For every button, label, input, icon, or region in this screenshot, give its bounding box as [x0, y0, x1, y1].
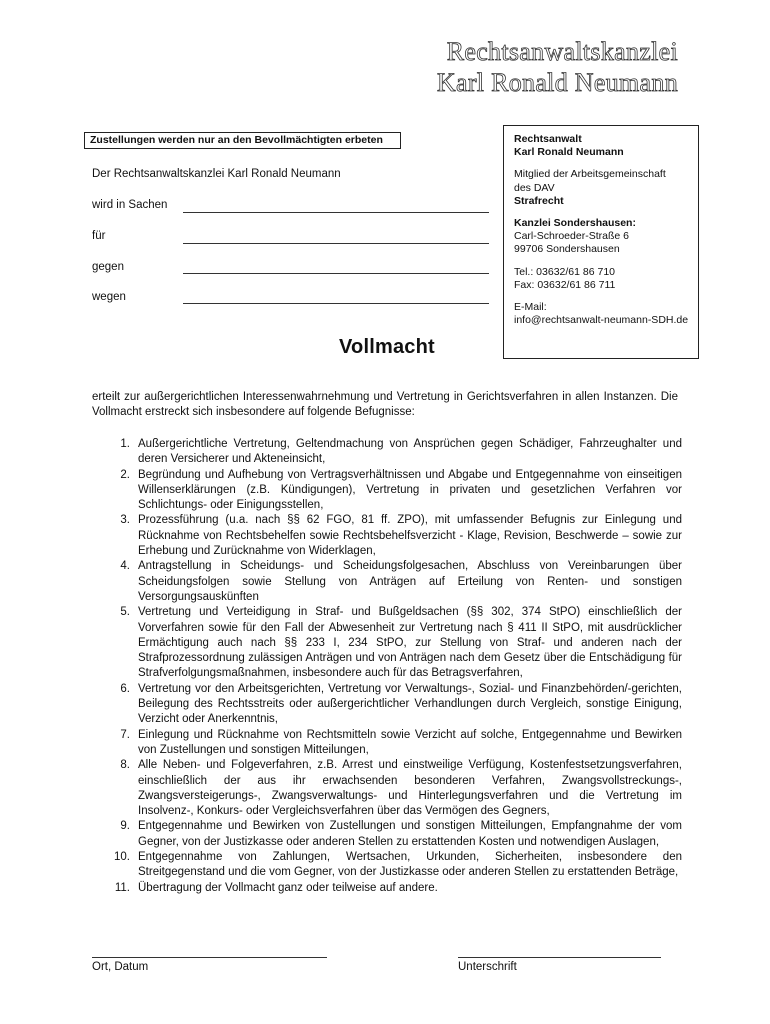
delivery-notice: Zustellungen werden nur an den Bevollmächtigten erbeten: [84, 132, 401, 149]
firm-name-line1: Rechtsanwaltskanzlei: [446, 37, 678, 66]
intro-text: Der Rechtsanwaltskanzlei Karl Ronald Neumann: [92, 168, 341, 180]
membership-line2: des DAV: [514, 181, 555, 194]
field-label-regarding: wegen: [92, 291, 126, 303]
list-item: [92, 437, 682, 468]
lawyer-name: Karl Ronald Neumann: [514, 146, 624, 159]
field-line-regarding[interactable]: [183, 303, 489, 304]
list-item: [92, 881, 682, 896]
list-item: [92, 513, 682, 559]
field-line-against[interactable]: [183, 273, 489, 274]
intro-paragraph: erteilt zur außergerichtlichen Interessenwahrnehmung und Vertretung in Gerichtsverfahren in allen Instanzen. Die Vollmacht erstreckt sich insbesondere auf folgende Befugnisse:: [92, 391, 678, 418]
field-label-against: gegen: [92, 261, 124, 273]
list-item-text: Alle Neben- und Folgeverfahren, z.B. Arrest und einstweilige Verfügung, Kostenfestsetzungsverfahren, einschließlich der aus ihr erwachsenden besonderen Verfahren, Zwangsvollstreckungs-, Zwangsversteigerungs-, Zwangsverwaltungs- und Hinterlegungsverfahren und die Vertretung im Insolvenz-, Konkurs- oder Vergleichsverfahren über das Vermögen des Gegners,: [138, 759, 682, 818]
office-title: Kanzlei Sondershausen:: [514, 217, 636, 230]
field-line-for[interactable]: [183, 243, 489, 244]
place-date-line[interactable]: [92, 957, 327, 958]
list-item-number: 9.: [120, 820, 130, 833]
list-item-text: Entgegennahme von Zahlungen, Wertsachen, Urkunden, Sicherheiten, insbesondere den Streitgegenstand und die vom Gegner, von der Justizkasse oder anderen Stellen zu erstattenden Beträge,: [138, 851, 682, 879]
list-item-number: 1.: [120, 438, 130, 450]
office-street: Carl-Schroeder-Straße 6: [514, 230, 629, 243]
firm-name-line2: Karl Ronald Neumann: [436, 68, 678, 97]
list-item: [92, 850, 682, 881]
list-item: [92, 468, 682, 514]
list-item-text: Vertretung vor den Arbeitsgerichten, Vertretung vor Verwaltungs-, Sozial- und Finanzbehörden/-gerichten, Beilegung des Rechtsstreits oder außergerichtlicher Verhandlungen durch Vergleich, sonstige Einigung, Verzicht oder Anerkenntnis,: [138, 682, 682, 726]
list-item: [92, 559, 682, 605]
phone-number: Tel.: 03632/61 86 710: [514, 265, 616, 278]
list-item-number: 10.: [114, 851, 130, 864]
field-label-for: für: [92, 230, 106, 242]
list-item-number: 8.: [120, 759, 130, 772]
signature-line[interactable]: [458, 957, 661, 958]
powers-list: [92, 437, 682, 896]
list-item-number: 6.: [120, 682, 130, 695]
list-item-number: 2.: [120, 468, 130, 481]
list-item-text: Antragstellung in Scheidungs- und Scheidungsfolgesachen, Abschluss von Vereinbarungen über Scheidungsfolgen sowie Stellung von Anträgen auf Erteilung von Renten- und sonstigen Versorgungsauskünften: [138, 560, 682, 603]
list-item: [92, 819, 682, 850]
list-item: [92, 758, 682, 819]
lawyer-role: Rechtsanwalt: [514, 133, 582, 145]
list-item-number: 11.: [114, 881, 130, 894]
list-item-text: Übertragung der Vollmacht ganz oder teilweise auf andere.: [138, 881, 438, 894]
list-item-number: 3.: [120, 514, 130, 527]
document-title: Vollmacht: [339, 336, 435, 358]
list-item-number: 7.: [120, 728, 130, 741]
fax-number: Fax: 03632/61 86 711: [514, 278, 616, 291]
list-item-text: Entgegennahme und Bewirken von Zustellungen und sonstigen Mitteilungen, Empfangnahme der vom Gegner, von der Justizkasse oder anderen Stellen zu erstattenden Kosten und notwendigen Auslagen,: [138, 820, 682, 848]
field-line-matter[interactable]: [183, 212, 489, 213]
list-item: [92, 728, 682, 759]
signature-label: Unterschrift: [458, 961, 517, 973]
list-item: [92, 605, 682, 681]
list-item-number: 4.: [120, 560, 130, 573]
place-date-label: Ort, Datum: [92, 961, 149, 973]
list-item-number: 5.: [120, 606, 130, 619]
office-city: 99706 Sondershausen: [514, 243, 620, 256]
list-item: [92, 682, 682, 728]
email-label: E-Mail:: [514, 301, 547, 314]
membership-line1: Mitglied der Arbeitsgemeinschaft: [514, 168, 666, 181]
email-address: info@rechtsanwalt-neumann-SDH.de: [514, 314, 689, 327]
list-item-text: Prozessführung (u.a. nach §§ 62 FGO, 81 ff. ZPO), mit umfassender Befugnis zur Einlegung und Rücknahme von Rechtsbehelfen sowie Rechtsbehelfsverzicht - Klage, Revision, Beschwerde – sowie zur Erhebung und Zurücknahme von Widerklagen,: [138, 514, 682, 558]
list-item-text: Vertretung und Verteidigung in Straf- und Bußgeldsachen (§§ 302, 374 StPO) einschließlich der Vorverfahren sowie für den Fall der Abwesenheit zur Vertretung nach § 411 II StPO, mit ausdrücklicher Ermächtigung auch nach §§ 233 I, 234 StPO, zur Stellung von Straf- und anderen nach der Strafprozessordnung zulässigen Anträgen und von Anträgen nach dem Gesetz über die Entschädigung für Strafverfolgungsmaßnahmen, insbesondere auch für das Betragsverfahren,: [138, 606, 682, 680]
membership-field: Strafrecht: [514, 194, 564, 207]
list-item-text: Einlegung und Rücknahme von Rechtsmitteln sowie Verzicht auf solche, Entgegennahme und Bewirken von Zustellungen und sonstigen Mitteilungen,: [138, 728, 682, 756]
lawyer-info-box: [503, 125, 699, 359]
list-item-text: Außergerichtliche Vertretung, Geltendmachung von Ansprüchen gegen Schädiger, Fahrzeughalter und deren Versicherer und Akteneinsicht,: [138, 438, 682, 466]
field-label-matter: wird in Sachen: [92, 199, 168, 211]
list-item-text: Begründung und Aufhebung von Vertragsverhältnissen und Abgabe und Entgegennahme von einseitigen Willenserklärungen (z.B. Kündigungen), Vertretung in privaten und gesetzlichen Verfahren vor Schlichtungs- oder Einigungsstellen,: [138, 468, 682, 512]
